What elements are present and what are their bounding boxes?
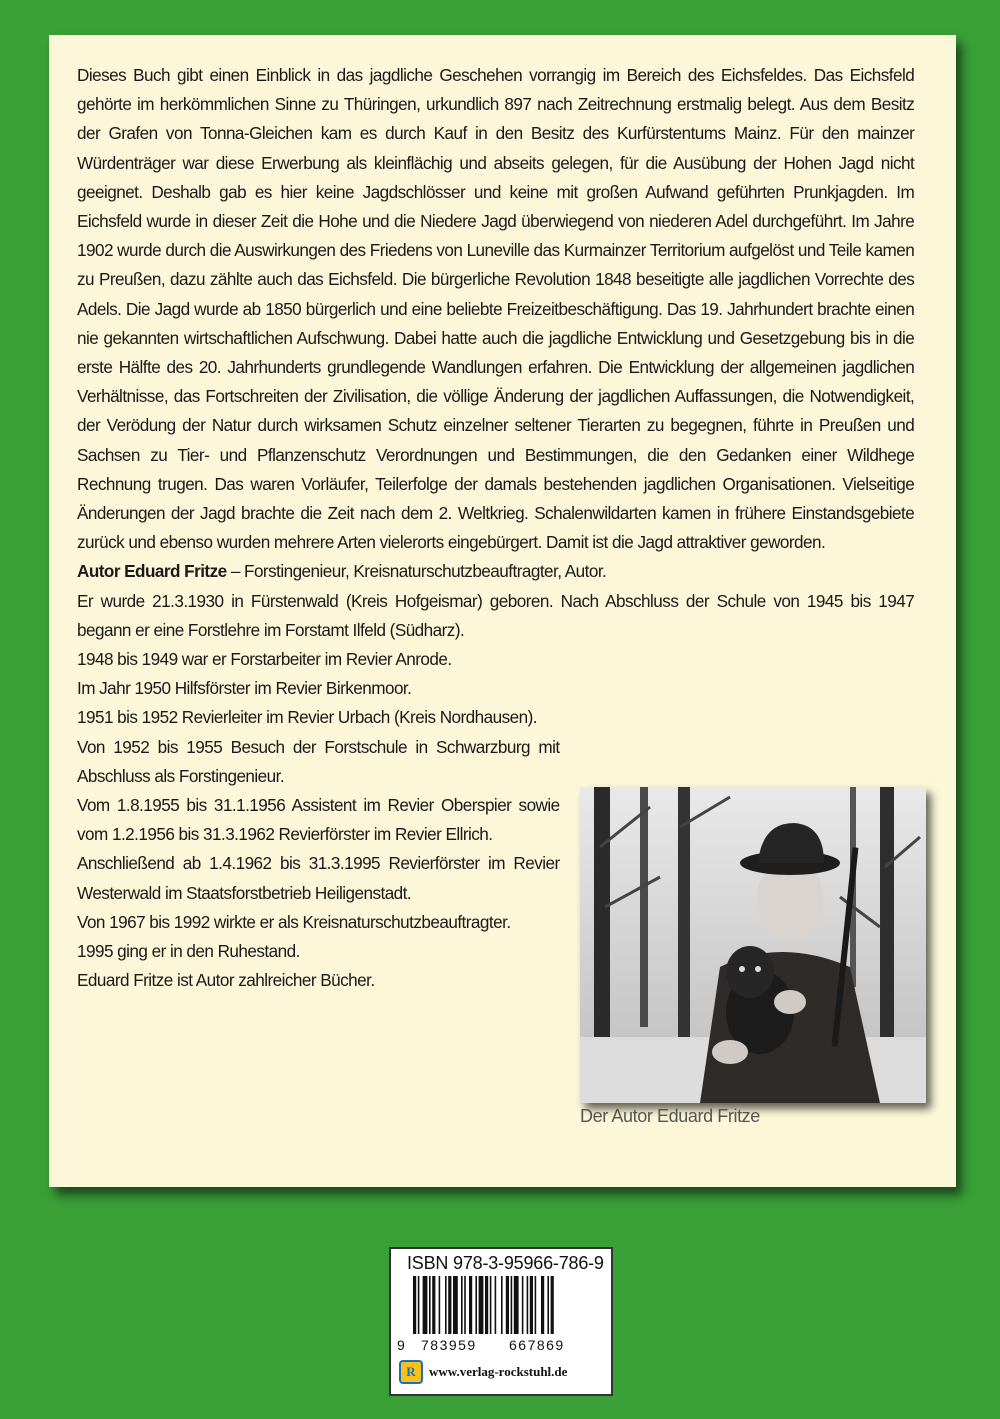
barcode-bar: [461, 1276, 463, 1334]
barcode-bar: [453, 1276, 458, 1334]
isbn-barcode-box: [389, 1247, 613, 1396]
barcode-bar: [439, 1276, 441, 1334]
barcode-bar: [479, 1276, 484, 1334]
publisher-logo-icon: R: [399, 1360, 423, 1384]
barcode-bar: [541, 1276, 544, 1334]
author-photo: [580, 787, 926, 1103]
isbn-number: ISBN 978-3-95966-786-9: [407, 1253, 604, 1273]
barcode-bar: [413, 1276, 416, 1334]
author-heading: [77, 557, 914, 586]
barcode-bar: [501, 1276, 503, 1334]
barcode-bar: [485, 1276, 488, 1334]
photo-caption: Der Autor Eduard Fritze: [580, 1106, 760, 1126]
author-bio-list: [77, 645, 560, 995]
author-name: Autor Eduard Fritze: [77, 561, 227, 582]
barcode-bar: [490, 1276, 492, 1334]
barcode-bar: [432, 1276, 435, 1334]
back-cover-text-panel: [49, 35, 956, 1187]
barcode-bar: [495, 1276, 497, 1334]
barcode-bar: [475, 1276, 477, 1334]
barcode-bar: [551, 1276, 554, 1334]
bio-line: Vom 1.8.1955 bis 31.1.1956 Assistent im Revier Oberspier sowie vom 1.2.1956 bis 31.3.1962 Revierförster im Revier Ellrich.: [77, 795, 560, 845]
author-photo-illustration: [580, 787, 926, 1103]
barcode-digits-right: 667869: [509, 1337, 565, 1353]
intro-paragraph: Dieses Buch gibt einen Einblick in das jagdliche Geschehen vorrangig im Bereich des Eichsfeldes. Das Eichsfeld gehörte im herkömmlichen Sinne zu Thüringen, urkundlich 897 nach Zeitrechnung erstmalig belegt. Aus dem Besitz der Grafen von Tonna-Gleichen kam es durch Kauf in den Besitz des Kurfürstentums Mainz. Für den mainzer Würdenträger war diese Erwerbung als kleinflächig und abseits gelegen, für die Ausübung der Hohen Jagd nicht geeignet. Deshalb gab es hier keine Jagdschlösser und keine mit großen Aufwand geführten Prunkjagden. Im Eichsfeld wurde in dieser Zeit die Hohe und die Niedere Jagd überwiegend von niederen Adel durchgeführt. Im Jahre 1902 wurde durch die Auswirkungen des Friedens von Luneville das Kurmainzer Territorium aufgelöst und Teile kamen zu Preußen, dazu zählte auch das Eichsfeld. Die bürgerliche Revolution 1848 beseitigte alle jagdlichen Vorrechte des Adels. Die Jagd wurde ab 1850 bürgerlich und eine beliebte Freizeitbeschäftigung. Das 19. Jahrhundert brachte einen nie gekannten wirtschaftlichen Aufschwung. Dabei hatte auch die jagdliche Entwicklung und Gesetzgebung bis in die erste Hälfte des 20. Jahrhunderts grundlegende Wandlungen erfahren. Die Entwicklung der allgemeinen jagdlichen Verhältnisse, das Fortschreiten der Zivilisation, die völlige Änderung der jagdlichen Auffassungen, die Notwendigkeit, der Verödung der Natur durch wirksamen Schutz einzelner seltener Tierarten zu begegnen, führte in Preußen und Sachsen zu Tier- und Pflanzenschutz Verordnungen und Bestimmungen, die den Gedanken einer Wildhege Rechnung trugen. Das waren Vorläufer, Teilerfolge der damals bestehenden jagdlichen Organisationen. Vielseitige Änderungen der Jagd brachte die Zeit nach dem 2. Weltkrieg. Schalenwildarten kamen in frühere Einstandsgebiete zurück und ebenso wurden mehrere Arten vielerorts eingebürgert. Damit ist die Jagd attraktiver geworden.: [77, 65, 915, 553]
barcode-bar: [522, 1276, 524, 1334]
barcode-bar: [535, 1276, 537, 1334]
bio-line: 1951 bis 1952 Revierleiter im Revier Urbach (Kreis Nordhausen).: [77, 707, 538, 728]
barcode-bar: [469, 1276, 472, 1334]
barcode-bar: [547, 1276, 549, 1334]
author-bio-wide: Er wurde 21.3.1930 in Fürstenwald (Kreis Hofgeismar) geboren. Nach Abschluss der Schule von 1945 bis 1947 begann er eine Forstlehre im Forstamt Ilfeld (Südharz).: [77, 590, 915, 640]
bio-line: Anschließend ab 1.4.1962 bis 31.3.1995 Revierförster im Revier Westerwald im Staatsforstbetrieb Heiligenstadt.: [77, 853, 560, 903]
bio-line: 1995 ging er in den Ruhestand.: [77, 941, 300, 962]
barcode-bar: [418, 1276, 420, 1334]
barcode-bar: [429, 1276, 431, 1334]
bio-line: Von 1952 bis 1955 Besuch der Forstschule in Schwarzburg mit Abschluss als Forstingenieur.: [77, 736, 560, 786]
barcode-bar: [464, 1276, 466, 1334]
publisher-url[interactable]: www.verlag-rockstuhl.de: [429, 1364, 568, 1379]
bio-line: Eduard Fritze ist Autor zahlreicher Bücher.: [77, 970, 375, 991]
barcode-bar: [514, 1276, 519, 1334]
barcode-bar: [511, 1276, 513, 1334]
bio-line: Von 1967 bis 1992 wirkte er als Kreisnaturschutzbeauftragter.: [77, 911, 511, 932]
barcode-bar: [423, 1276, 428, 1334]
barcode-bar: [530, 1276, 533, 1334]
barcode-bar: [527, 1276, 529, 1334]
bio-line: 1948 bis 1949 war er Forstarbeiter im Revier Anrode.: [77, 649, 452, 670]
barcode-digits-left: 783959: [421, 1337, 477, 1353]
barcode-bar: [448, 1276, 451, 1334]
publisher-row: [399, 1359, 567, 1385]
barcode-bar: [445, 1276, 447, 1334]
author-role: – Forstingenieur, Kreisnaturschutzbeauftragter, Autor.: [226, 561, 607, 582]
barcode-digit-first: 9: [397, 1337, 407, 1353]
barcode-bar: [506, 1276, 509, 1334]
bio-line: Im Jahr 1950 Hilfsförster im Revier Birkenmoor.: [77, 678, 412, 699]
barcode-bars: [413, 1276, 593, 1336]
